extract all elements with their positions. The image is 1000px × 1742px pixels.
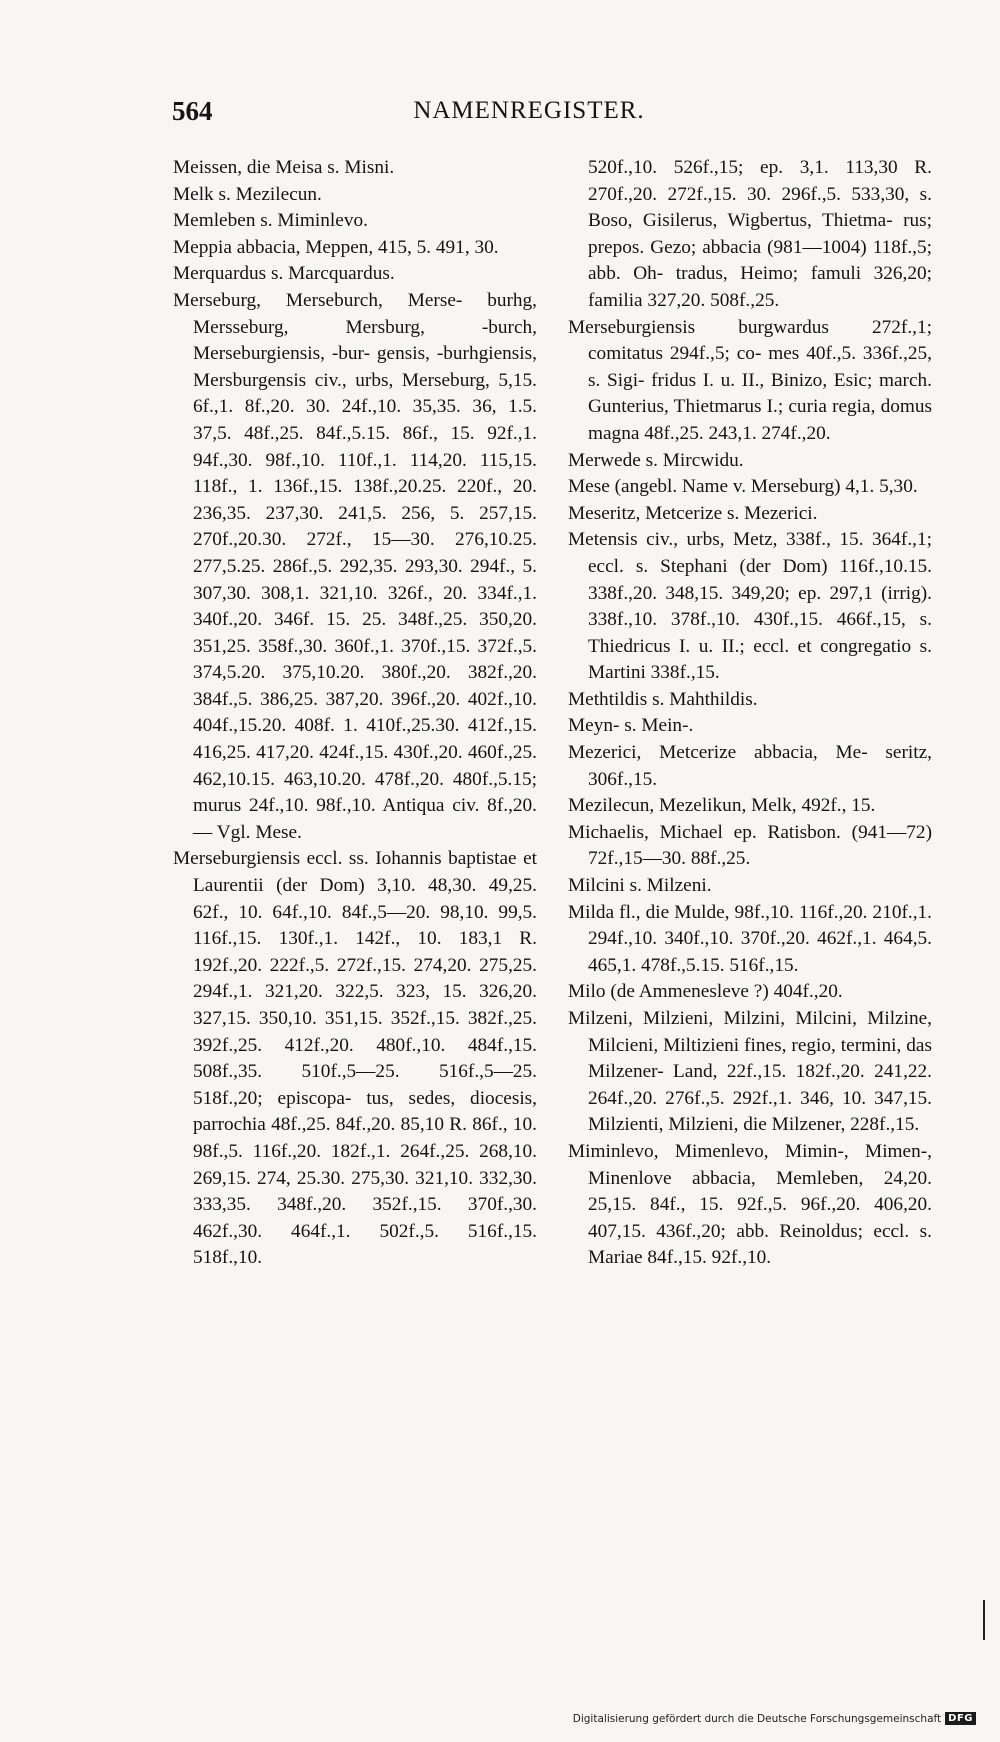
right-column <box>568 155 932 1272</box>
dfg-logo: DFG <box>945 1712 976 1725</box>
index-entry: Merseburgiensis eccl. ss. Iohannis baptistae et Laurentii (der Dom) 3,10. 48,30. 49,25. 62f., 10. 64f.,10. 84f.,5—20. 98,10. 99,5. 116f.,15. 130f.,1. 142f., 10. 183,1 R. 192f.,20. 222f.,5. 272f.,15. 274,20. 275,25. 294f.,1. 321,20. 322,5. 323, 15. 326,20. 327,15. 350,10. 351,15. 352f.,15. 382f.,25. 392f.,25. 412f.,20. 480f.,10. 484f.,15. 508f.,35. 510f.,5—25. 516f.,5—25. 518f.,20; episcopa- tus, sedes, diocesis, parrochia 48f.,25. 84f.,20. 85,10 R. 86f., 10. 98f.,5. 116f.,20. 182f.,1. 264f.,25. 268,10. 269,15. 274, 25.30. 275,30. 321,10. 332,30. 333,35. 348f.,20. 352f.,15. 370f.,30. 462f.,30. 464f.,1. 502f.,5. 516f.,15. 518f.,10. <box>173 848 537 1269</box>
index-entry: Meissen, die Meisa s. Misni. <box>173 157 395 178</box>
index-entry: Methtildis s. Mahthildis. <box>568 688 758 710</box>
footer <box>573 1712 976 1725</box>
index-entry: Miminlevo, Mimenlevo, Mimin-, Mimen-, Minenlove abbacia, Memleben, 24,20. 25,15. 84f., 15. 92f.,5. 96f.,20. 406,20. 407,15. 436f.,20; abb. Reinoldus; eccl. s. Mariae 84f.,15. 92f.,10. <box>568 1140 932 1269</box>
index-entry: Meseritz, Metcerize s. Mezerici. <box>568 502 818 524</box>
index-entry: Mese (angebl. Name v. Merseburg) 4,1. 5,30. <box>568 476 918 498</box>
index-entry-continued: 520f.,10. 526f.,15; ep. 3,1. 113,30 R. 270f.,20. 272f.,15. 30. 296f.,5. 533,30, s. Boso, Gisilerus, Wigbertus, Thietma- rus; prepos. Gezo; abbacia (981—1004) 118f.,5; abb. Oh- tradus, Heimo; famuli 326,20; familia 327,20. 508f.,25. <box>588 157 932 311</box>
page-header <box>172 96 886 130</box>
index-entry: Milda fl., die Mulde, 98f.,10. 116f.,20. 210f.,1. 294f.,10. 340f.,10. 370f.,20. 462f.,1. 464,5. 465,1. 478f.,5.15. 516f.,15. <box>568 901 932 976</box>
margin-rule <box>983 1600 985 1640</box>
index-entry: Milcini s. Milzeni. <box>568 875 712 897</box>
index-entry: Metensis civ., urbs, Metz, 338f., 15. 364f.,1; eccl. s. Stephani (der Dom) 116f.,10.15. 338f.,20. 348,15. 349,20; ep. 297,1 (irrig). 338f.,10. 378f.,10. 430f.,15. 466f.,15, s. Thiedricus I. u. II.; eccl. et congregatio s. Martini 338f.,15. <box>568 529 932 684</box>
footer-text: Digitalisierung gefördert durch die Deutsche Forschungsgemeinschaft <box>572 1712 942 1725</box>
index-entry: Mezerici, Metcerize abbacia, Me- seritz, 306f.,15. <box>568 742 932 790</box>
index-entry: Milo (de Ammenesleve ?) 404f.,20. <box>568 981 843 1003</box>
index-entry: Merseburg, Merseburch, Merse- burhg, Mersseburg, Mersburg, -burch, Merseburgiensis, -bur- gensis, -burhgiensis, Mersburgensis civ., urbs, Merseburg, 5,15. 6f.,1. 8f.,20. 30. 24f.,10. 35,35. 36, 1.5. 37,5. 48f.,25. 84f.,5.15. 86f., 15. 92f.,1. 94f.,30. 98f.,10. 110f.,1. 114,20. 115,15. 118f., 1. 136f.,15. 138f.,20.25. 220f., 20. 236,35. 237,30. 241,5. 256, 5. 257,15. 270f.,20.30. 272f., 15—30. 276,10.25. 277,5.25. 286f.,5. 292,35. 293,30. 294f., 5. 307,30. 308,1. 321,10. 326f., 20. 334f.,1. 340f.,20. 346f. 15. 25. 348f.,25. 350,20. 351,25. 358f.,30. 360f.,1. 370f.,15. 372f.,5. 374,5.20. 375,10.20. 380f.,20. 382f.,20. 384f.,5. 386,25. 387,20. 396f.,20. 402f.,10. 404f.,15.20. 408f. 1. 410f.,25.30. 412f.,15. 416,25. 417,20. 424f.,15. 430f.,20. 460f.,25. 462,10.15. 463,10.20. 478f.,20. 480f.,5.15; murus 24f.,10. 98f.,10. Antiqua civ. 8f.,20. — Vgl. Mese. <box>173 289 537 843</box>
index-entry: Meyn- s. Mein-. <box>568 715 694 737</box>
index-entry: Michaelis, Michael ep. Ratisbon. (941—72) 72f.,15—30. 88f.,25. <box>568 821 932 870</box>
index-entry: Merquardus s. Marcquardus. <box>173 263 395 285</box>
index-entry: Memleben s. Miminlevo. <box>173 210 368 232</box>
index-entry: Melk s. Mezilecun. <box>173 183 322 205</box>
running-title: NAMENREGISTER. <box>413 97 645 124</box>
index-entry: Merseburgiensis burgwardus 272f.,1; comitatus 294f.,5; co- mes 40f.,5. 336f.,25, s. Sigi- fridus I. u. II., Binizo, Esic; march. Gunterius, Thietmarus I.; curia regia, domus magna 48f.,25. 243,1. 274f.,20. <box>568 316 932 444</box>
left-column <box>173 155 537 1272</box>
index-entry: Milzeni, Milzieni, Milzini, Milcini, Milzine, Milcieni, Miltizieni fines, regio, termini, das Milzener- Land, 22f.,15. 182f.,20. 241,22. 264f.,20. 276f.,5. 292f.,1. 346, 10. 347,15. Milzienti, Milzieni, die Milzener, 228f.,15. <box>568 1008 932 1136</box>
page-number: 564 <box>172 96 213 126</box>
index-entry: Merwede s. Mircwidu. <box>568 449 744 471</box>
index-entry: Meppia abbacia, Meppen, 415, 5. 491, 30. <box>173 236 499 258</box>
index-entry: Mezilecun, Mezelikun, Melk, 492f., 15. <box>568 795 876 817</box>
